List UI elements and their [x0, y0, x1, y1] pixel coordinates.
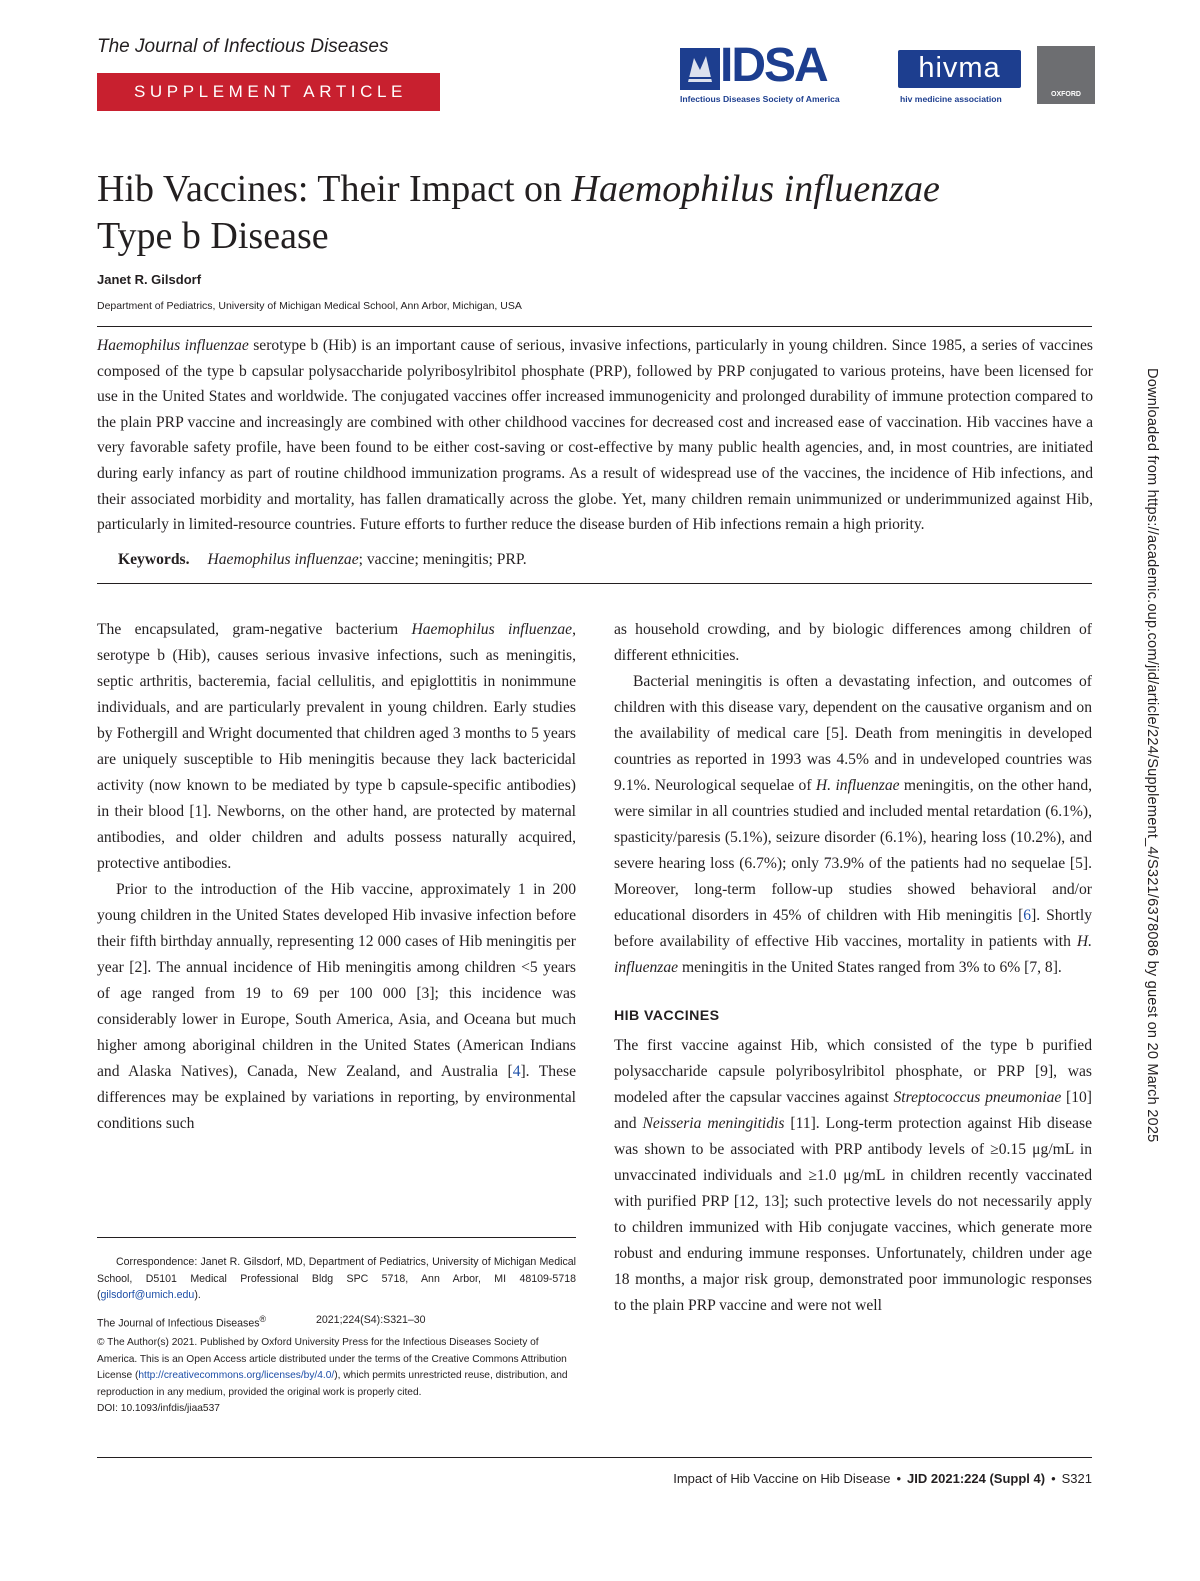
- page-number: S321: [1061, 1471, 1092, 1486]
- text-run: [10] and: [614, 1089, 1092, 1132]
- title-part-1: Hib Vaccines: Their Impact on: [97, 168, 572, 210]
- text-run: ]. These differences may be explained by variations in reporting, by environmental conditions such: [97, 1063, 576, 1132]
- text-run: Bacterial meningitis is often a devastating infection, and outcomes of children with this disease vary, dependent on the causative organism and on the availability of medical care [5]. Death from meningitis in developed countries as reported in 1993 was 4.5% and in undeveloped countries was 9.1%. Neurological sequelae of: [614, 673, 1092, 794]
- oxford-logo-text: OXFORD: [1051, 91, 1081, 98]
- journal-citation: [97, 1314, 576, 1330]
- text-run: ).: [194, 1289, 201, 1301]
- idsa-tagline: Infectious Diseases Society of America: [680, 94, 840, 104]
- keywords: [118, 551, 527, 569]
- page-footer: [673, 1471, 1092, 1486]
- text-run: Correspondence: Janet R. Gilsdorf, MD, Department of Pediatrics, University of Michigan Medical School, D5101 Medical Professional Bldg SPC 5718, Ann Arbor, MI 48109-5718 (: [97, 1256, 576, 1301]
- author-name: Janet R. Gilsdorf: [97, 272, 202, 287]
- footer-volume: 2021:224 (Suppl 4): [930, 1471, 1046, 1486]
- organism-name: H. influenzae: [815, 777, 900, 794]
- footnote-rule: [97, 1237, 576, 1238]
- keywords-label: Keywords.: [118, 551, 190, 568]
- reference-link-6[interactable]: 6: [1023, 907, 1032, 924]
- paragraph-epidemiology: [97, 877, 576, 1137]
- author-affiliation: Department of Pediatrics, University of Michigan Medical School, Ann Arbor, Michigan, USA: [97, 300, 522, 312]
- abstract-organism: Haemophilus influenzae: [97, 337, 249, 354]
- paragraph-first-vaccine: [614, 1033, 1092, 1319]
- footer-rule: [97, 1457, 1092, 1458]
- hivma-logo: hivma: [898, 50, 1021, 88]
- correspondence-footnote: [97, 1254, 576, 1304]
- hivma-tagline: hiv medicine association: [900, 94, 1002, 104]
- citation-volume: 2021;224(S4):S321–30: [316, 1314, 426, 1326]
- footer-bullet: •: [1051, 1471, 1056, 1486]
- article-type-banner: SUPPLEMENT ARTICLE: [97, 73, 440, 111]
- body-column-left: [97, 617, 576, 1137]
- text-run: [11]. Long-term protection against Hib disease was shown to be associated with PRP antibody levels of ≥0.15 μg/mL in unvaccinated individuals and ≥1.0 μg/mL in children recently vaccinated with purified PRP [12, 13]; such protective levels do not necessarily apply to children immunized with Hib conjugate vaccines, which generate more robust and enduring immune responses. Unfortunately, children under age 18 months, a major risk group, demonstrated poor immunologic responses to the plain PRP vaccine and were not well: [614, 1115, 1092, 1314]
- title-part-2: Type b Disease: [97, 215, 329, 257]
- text-run: The encapsulated, gram-negative bacterium: [97, 621, 412, 638]
- article-title: [97, 166, 1097, 260]
- idsa-logo-text: IDSA: [720, 39, 827, 92]
- footer-bullet: •: [896, 1471, 902, 1486]
- download-watermark: Downloaded from https://academic.oup.com/jid/article/224/Supplement_4/S321/6378086 by guest on 20 March 2025: [1144, 368, 1160, 1143]
- keywords-organism: Haemophilus influenzae: [207, 551, 359, 568]
- text-run: The first vaccine against Hib, which consisted of the type b purified polysaccharide capsule polyribosylribitol phosphate, or PRP [9], was modeled after the capsular vaccines against: [614, 1037, 1092, 1106]
- journal-name: The Journal of Infectious Diseases: [97, 36, 389, 57]
- paragraph-intro: [97, 617, 576, 877]
- text-run: meningitis in the United States ranged from 3% to 6% [7, 8].: [678, 959, 1062, 976]
- idsa-emblem-icon: [680, 48, 720, 90]
- abstract-bottom-rule: [97, 583, 1092, 584]
- publisher-logos: [680, 39, 1095, 106]
- abstract-top-rule: [97, 326, 1092, 327]
- copyright-notice: [97, 1335, 576, 1418]
- reference-link-4[interactable]: 4: [512, 1063, 521, 1080]
- organism-name: Haemophilus influenzae: [411, 621, 573, 638]
- paragraph-continuation: as household crowding, and by biologic differences among children of different ethnicities.: [614, 621, 1092, 664]
- doi: DOI: 10.1093/infdis/jiaa537: [97, 1403, 220, 1415]
- text-run: ]. Shortly before availability of effective Hib vaccines, mortality in patients with: [614, 907, 1092, 950]
- keywords-list: ; vaccine; meningitis; PRP.: [358, 551, 527, 568]
- oxford-logo: [1037, 46, 1095, 104]
- abstract: [97, 333, 1093, 538]
- text-run: meningitis, on the other hand, were similar in all countries studied and included mental retardation (6.1%), spasticity/paresis (5.1%), seizure disorder (6.1%), hearing loss (10.2%), and severe hearing loss (6.7%); only 73.9% of the patients had no sequelae [5]. Moreover, long-term follow-up studies showed behavioral and/or educational disorders in 45% of children with Hib meningitis [: [614, 777, 1093, 924]
- text-run: Prior to the introduction of the Hib vaccine, approximately 1 in 200 young children in the United States developed Hib invasive infection before their fifth birthday annually, representing 12 000 cases of Hib meningitis per year [2]. The annual incidence of Hib meningitis among children <5 years of age ranged from 19 to 69 per 100 000 [3]; this incidence was considerably lower in Europe, South America, Asia, and Oceana but much higher among aboriginal children in the United States (American Indians and Alaska Natives), Canada, New Zealand, and Australia [: [97, 881, 576, 1080]
- title-organism: Haemophilus influenzae: [571, 168, 940, 210]
- license-link[interactable]: http://creativecommons.org/licenses/by/4.0/: [138, 1370, 335, 1382]
- text-run: , serotype b (Hib), causes serious invasive infections, such as meningitis, septic arthritis, bacteremia, facial cellulitis, and epiglottitis in nonimmune individuals, and are particularly prevalent in young children. Early studies by Fothergill and Wright documented that children aged 3 months to 5 years are uniquely susceptible to Hib meningitis because they lack bactericidal activity (now known to be mediated by type b capsule-specific antibodies) in their blood [1]. Newborns, on the other hand, are protected by maternal antibodies, and older children and adults possess naturally acquired, protective antibodies.: [97, 621, 576, 872]
- footer-journal: JID: [907, 1471, 928, 1486]
- running-title: Impact of Hib Vaccine on Hib Disease: [673, 1471, 891, 1486]
- registered-mark: ®: [259, 1314, 267, 1324]
- text-run: © The Author(s) 2021. Published by Oxford University Press for the Infectious Diseases Society of America. This is an Open Access article distributed under the terms of the Creative Commons Attribution License (: [97, 1337, 567, 1382]
- paragraph-meningitis: [614, 669, 1092, 981]
- organism-name: Neisseria meningitidis: [642, 1115, 785, 1132]
- section-heading-hib-vaccines: HIB VACCINES: [614, 1008, 720, 1024]
- organism-name: Streptococcus pneumoniae: [893, 1089, 1062, 1106]
- organism-name: H. influenzae: [614, 933, 1092, 976]
- abstract-text: serotype b (Hib) is an important cause of serious, invasive infections, particularly in young children. Since 1985, a series of vaccines composed of the type b capsular polysaccharide polyribosylribitol phosphate (PRP), followed by PRP conjugated to various proteins, have been licensed for use in the United States and worldwide. The conjugated vaccines offer increased immunogenicity and prolonged durability of immune protection compared to the plain PRP vaccine and increasingly are combined with other childhood vaccines for decreased cost and increased ease of vaccination. Hib vaccines have a very favorable safety profile, have been found to be either cost-saving or cost-effective by many public health agencies, and, in most countries, are initiated during early infancy as part of routine childhood immunization programs. As a result of widespread use of the vaccines, the incidence of Hib infections, and their associated morbidity and mortality, has fallen dramatically across the globe. Yet, many children remain unimmunized or underimmunized against Hib, particularly in limited-resource countries. Future efforts to further reduce the disease burden of Hib infections remain a high priority.: [97, 337, 1093, 534]
- text-run: ), which permits unrestricted reuse, distribution, and reproduction in any medium, provided the original work is properly cited.: [97, 1370, 568, 1398]
- email-link[interactable]: gilsdorf@umich.edu: [100, 1289, 195, 1301]
- body-column-right: [614, 617, 1092, 1319]
- citation-journal: The Journal of Infectious Diseases: [97, 1317, 260, 1330]
